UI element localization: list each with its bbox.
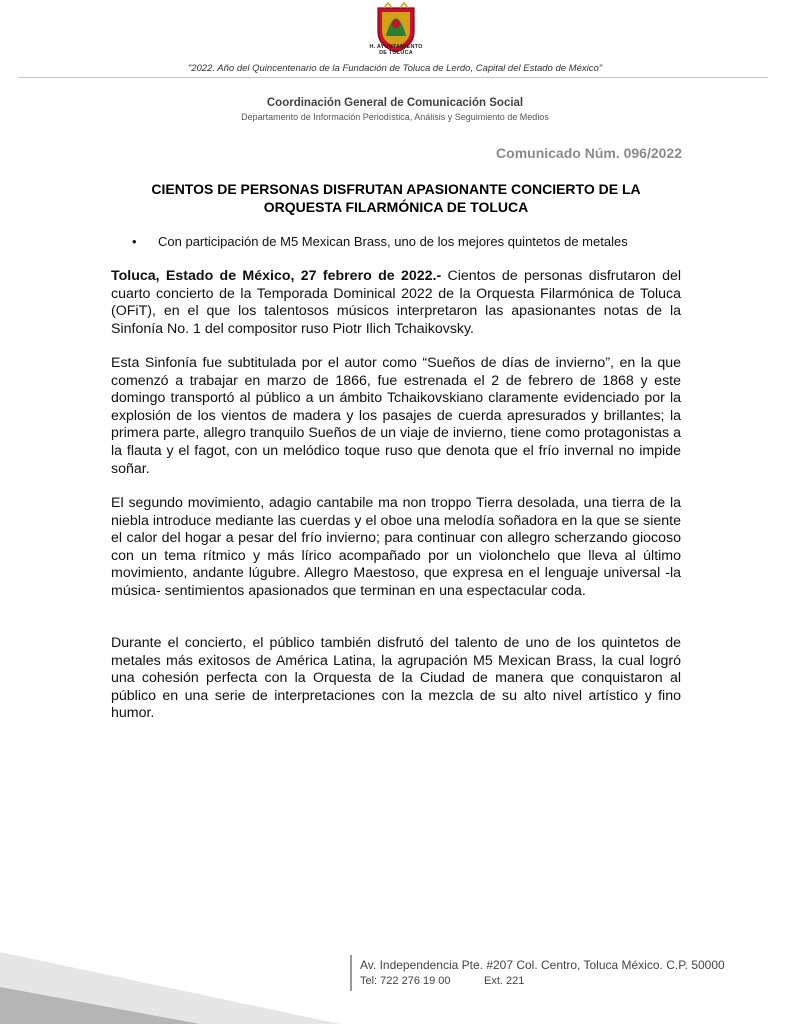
footer-extension: Ext. 221 bbox=[484, 975, 525, 987]
headline-line1: CIENTOS DE PERSONAS DISFRUTAN APASIONANTE CONCIERTO DE LA bbox=[151, 181, 641, 197]
paragraph-1 bbox=[111, 268, 681, 338]
bullet-point: Con participación de M5 Mexican Brass, uno de los mejores quintetos de metales bbox=[158, 234, 628, 249]
logo-caption-line2: DE TOLUCA bbox=[379, 50, 413, 56]
paragraph-2: Esta Sinfonía fue subtitulada por el autor como “Sueños de días de invierno”, en la que comenzó a trabajar en marzo de 1866, fue estrenada el 2 de febrero de 1868 y este domingo transportó al público a un ámbito Tchaikovskiano claramente evidenciado por la explosión de los vientos de madera y los pasajes de cuerda apresurados y brillantes; la primera parte, allegro tranquilo Sueños de un viaje de invierno, tiene como protagonistas a la flauta y el fagot, con un melódico toque ruso que denota que el frío invernal no impide soñar. bbox=[111, 355, 681, 477]
footer-divider bbox=[350, 955, 352, 991]
footer-phone: Tel: 722 276 19 00 bbox=[360, 975, 451, 987]
footer-decoration bbox=[0, 932, 340, 1024]
footer-address: Av. Independencia Pte. #207 Col. Centro, Toluca México. C.P. 50000 bbox=[360, 958, 725, 972]
department-subtitle: Departamento de Información Periodística, Análisis y Seguimiento de Medios bbox=[241, 112, 549, 122]
comunicado-number: Comunicado Núm. 096/2022 bbox=[496, 145, 682, 161]
paragraph-1-text: Cientos de personas disfrutaron del cuarto concierto de la Temporada Dominical 2022 de la Orquesta Filarmónica de Toluca (OFiT), en el que los talentosos músicos interpretaron las apasionantes notas de la Sinfonía No. 1 del compositor ruso Piotr Ilich Tchaikovsky. bbox=[111, 268, 681, 337]
paragraph-1-lead: Toluca, Estado de México, 27 febrero de 2022.- bbox=[111, 268, 442, 284]
logo-caption-line1: H. AYUNTAMIENTO bbox=[369, 44, 423, 50]
bullet-dot-icon: • bbox=[132, 234, 137, 249]
logo-caption bbox=[352, 44, 440, 56]
department-title: Coordinación General de Comunicación Social bbox=[266, 97, 524, 109]
motto: "2022. Año del Quincentenario de la Fundación de Toluca de Lerdo, Capital del Estado de México" bbox=[187, 63, 603, 74]
paragraph-3: El segundo movimiento, adagio cantabile ma non troppo Tierra desolada, una tierra de la niebla introduce mediante las cuerdas y el oboe una melodía soñadora en la que se siente el calor del hogar a pesar del frío invierno; para continuar con allegro scherzando giocoso con un tema rítmico y más lírico acompañado por un violonchelo que lleva al último movimiento, andante lúgubre. Allegro Maestoso, que expresa en el lenguaje universal -la música- sentimientos apasionados que terminan en una espectacular coda. bbox=[111, 495, 681, 599]
header-divider bbox=[18, 77, 768, 78]
headline-line2: ORQUESTA FILARMÓNICA DE TOLUCA bbox=[263, 199, 529, 215]
headline bbox=[112, 180, 680, 216]
paragraph-4: Durante el concierto, el público también disfrutó del talento de uno de los quintetos de metales más exitosos de América Latina, la agrupación M5 Mexican Brass, la cual logró una cohesión perfecta con la Orquesta de la Ciudad de manera que conquistaron al público en una serie de interpretaciones con la mezcla de su alto nivel artístico y fino humor. bbox=[111, 635, 681, 722]
